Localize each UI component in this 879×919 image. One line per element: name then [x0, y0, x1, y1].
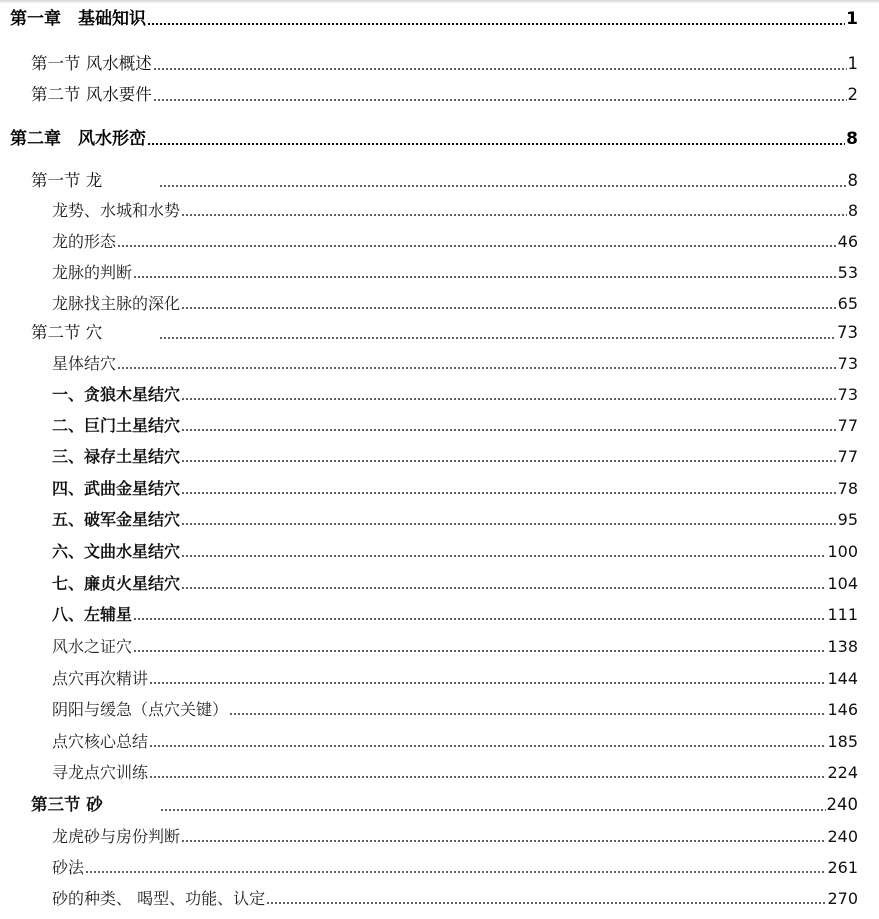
dot-leader: [117, 367, 837, 369]
toc-entry-page: 77: [837, 416, 858, 435]
toc-entry-title: 七、廉贞火星结穴: [52, 574, 181, 593]
toc-entry-page: 2: [847, 85, 858, 104]
dot-leader: [229, 713, 826, 715]
toc-entry-sub[interactable]: [52, 544, 858, 560]
dot-leader: [181, 307, 837, 309]
toc-entry-title: 龙虎砂与房份判断: [52, 827, 181, 846]
toc-entry-sub[interactable]: [52, 639, 858, 655]
toc-entry-sub[interactable]: [52, 418, 858, 434]
toc-entry-title: 砂的种类、 喝型、功能、认定: [52, 889, 266, 908]
toc-entry-sub[interactable]: [52, 765, 858, 781]
toc-entry-title: 第一章 基础知识: [10, 9, 146, 29]
toc-entry-sub[interactable]: [52, 860, 858, 876]
toc-entry-title: 第二章 风水形峦: [10, 129, 146, 149]
toc-entry-sub[interactable]: [52, 576, 858, 592]
dot-leader: [147, 143, 845, 145]
dot-leader: [181, 429, 837, 431]
toc-entry-sub[interactable]: [52, 481, 858, 497]
toc-entry-title: 砂法: [52, 858, 85, 877]
dot-leader: [133, 650, 826, 652]
toc-entry-page: 1: [846, 9, 858, 29]
toc-entry-sub[interactable]: [52, 449, 858, 465]
toc-entry-page: 77: [837, 447, 858, 466]
toc-entry-title: 六、文曲水星结穴: [52, 542, 181, 561]
toc-entry-sub[interactable]: [52, 387, 858, 403]
toc-entry-sub[interactable]: [52, 265, 858, 281]
toc-entry-title: 第二节 风水要件: [31, 85, 152, 104]
toc-entry-page: 8: [847, 201, 858, 220]
toc-entry-page: 8: [846, 129, 858, 149]
toc-entry-page: 240: [827, 827, 858, 846]
toc-entry-title: 星体结穴: [52, 354, 117, 373]
toc-entry-sub[interactable]: [52, 734, 858, 750]
toc-entry-page: 224: [827, 763, 858, 782]
toc-entry-page: 261: [827, 858, 858, 877]
dot-leader: [266, 902, 826, 904]
dot-leader: [159, 185, 846, 187]
dot-leader: [181, 460, 837, 462]
toc-entry-page: 240: [826, 795, 858, 814]
dot-leader: [149, 682, 826, 684]
toc-entry-title: 三、禄存土星结穴: [52, 447, 181, 466]
toc-entry-section-1-2[interactable]: [31, 87, 858, 104]
dot-leader: [147, 23, 845, 25]
toc-entry-title: 第一节 龙: [31, 171, 103, 190]
toc-entry-title: 阴阳与缓急（点穴关键）: [52, 700, 229, 719]
toc-entry-sub[interactable]: [52, 234, 858, 250]
dot-leader: [149, 776, 826, 778]
dot-leader: [159, 337, 836, 339]
toc-entry-page: 270: [827, 889, 858, 908]
toc-entry-section-2-1[interactable]: [31, 173, 858, 190]
toc-entry-page: 144: [827, 669, 858, 688]
toc-entry-page: 1: [847, 54, 858, 73]
dot-leader: [149, 745, 826, 747]
toc-entry-title: 二、巨门土星结穴: [52, 416, 181, 435]
dot-leader: [181, 492, 837, 494]
toc-entry-page: 111: [827, 605, 858, 624]
dot-leader: [181, 214, 847, 216]
toc-entry-title: 龙的形态: [52, 232, 117, 251]
toc-entry-title: 龙势、水城和水势: [52, 201, 181, 220]
toc-entry-title: 第二节 穴: [31, 323, 103, 342]
toc-entry-section-2-2[interactable]: [31, 325, 858, 342]
toc-entry-page: 78: [837, 479, 858, 498]
toc-entry-page: 100: [827, 542, 858, 561]
dot-leader: [181, 523, 837, 525]
toc-entry-page: 73: [837, 354, 858, 373]
dot-leader: [160, 809, 826, 811]
toc-entry-sub[interactable]: [52, 607, 858, 623]
toc-entry-page: 65: [837, 294, 858, 313]
toc-entry-sub[interactable]: [52, 671, 858, 687]
toc-entry-page: 185: [827, 732, 858, 751]
toc-entry-title: 八、左辅星: [52, 605, 133, 624]
toc-entry-title: 一、贪狼木星结穴: [52, 385, 181, 404]
toc-entry-title: 龙脉的判断: [52, 263, 133, 282]
dot-leader: [85, 871, 826, 873]
toc-entry-title: 龙脉找主脉的深化: [52, 294, 181, 313]
toc-entry-sub[interactable]: [52, 356, 858, 372]
toc-entry-title: 第一节 风水概述: [31, 54, 152, 73]
toc-entry-section-2-3[interactable]: [31, 797, 858, 814]
dot-leader: [181, 587, 826, 589]
dot-leader: [181, 840, 826, 842]
toc-entry-sub[interactable]: [52, 891, 858, 907]
dot-leader: [153, 99, 847, 101]
toc-entry-sub[interactable]: [52, 296, 858, 312]
toc-entry-page: 8: [847, 171, 858, 190]
toc-entry-title: 第三节 砂: [31, 795, 103, 814]
toc-entry-title: 点穴再次精讲: [52, 669, 149, 688]
toc-entry-chapter-1[interactable]: [10, 11, 858, 28]
dot-leader: [181, 555, 826, 557]
toc-entry-title: 五、破军金星结穴: [52, 510, 181, 529]
toc-entry-sub[interactable]: [52, 512, 858, 528]
toc-entry-page: 138: [827, 637, 858, 656]
toc-entry-page: 53: [837, 263, 858, 282]
toc-entry-page: 46: [837, 232, 858, 251]
toc-entry-page: 73: [837, 385, 858, 404]
toc-entry-title: 四、武曲金星结穴: [52, 479, 181, 498]
dot-leader: [133, 618, 826, 620]
toc-entry-page: 104: [827, 574, 858, 593]
toc-entry-chapter-2[interactable]: [10, 131, 858, 148]
dot-leader: [181, 398, 837, 400]
toc-entry-sub[interactable]: [52, 702, 858, 718]
toc-entry-page: 95: [837, 510, 858, 529]
toc-entry-sub[interactable]: [52, 829, 858, 845]
dot-leader: [117, 245, 837, 247]
toc-entry-page: 146: [827, 700, 858, 719]
dot-leader: [153, 68, 847, 70]
toc-entry-sub[interactable]: [52, 203, 858, 219]
toc-entry-section-1-1[interactable]: [31, 56, 858, 73]
toc-entry-title: 风水之证穴: [52, 637, 133, 656]
dot-leader: [133, 276, 837, 278]
toc-entry-title: 点穴核心总结: [52, 732, 149, 751]
toc-entry-page: 73: [837, 323, 858, 342]
toc-entry-title: 寻龙点穴训练: [52, 763, 149, 782]
